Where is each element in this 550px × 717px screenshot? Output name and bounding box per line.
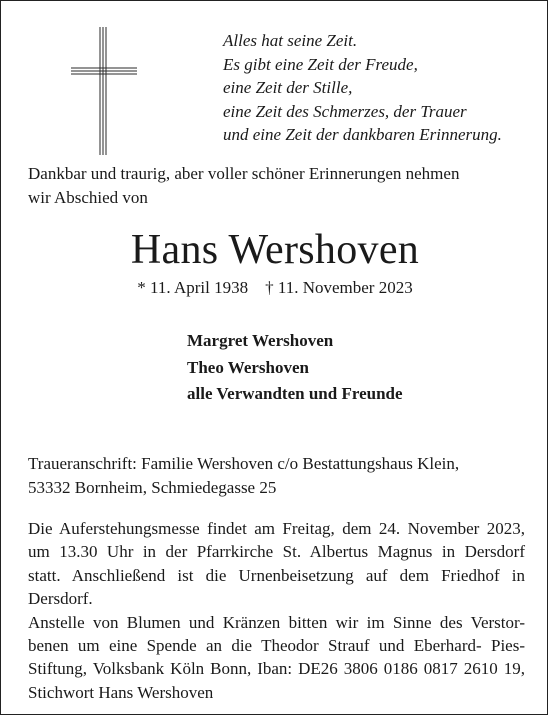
- mourner: alle Verwandten und Freunde: [187, 384, 403, 403]
- mourner: Theo Wershoven: [187, 357, 310, 377]
- verse: [223, 29, 502, 147]
- life-dates: * 11. April 1938 † 11. November 2023: [137, 278, 413, 297]
- verse-line: Es gibt eine Zeit der Freude,: [223, 54, 418, 74]
- donation-line: Stichwort Hans Wershoven: [28, 682, 214, 702]
- mourners-list: [187, 328, 403, 408]
- service-info: [28, 517, 525, 704]
- verse-line: Alles hat seine Zeit.: [223, 31, 358, 50]
- intro-text: [28, 162, 528, 209]
- address-line: Traueranschrift: Familie Wershoven c/o Bestattungshaus Klein,: [28, 454, 460, 473]
- intro-line: wir Abschied von: [28, 187, 148, 207]
- verse-line: und eine Zeit der dankbaren Erinnerung.: [223, 125, 502, 144]
- donation-line: Stiftung, Volksbank Köln Bonn, Iban: DE26 3806 0186 0817 2610 19,: [28, 659, 525, 679]
- service-line: Die Auferstehungsmesse findet am Freitag, dem 24. November 2023,: [28, 519, 525, 538]
- cross-icon: [71, 27, 137, 155]
- deceased-name: Hans Wershoven: [130, 227, 420, 273]
- verse-line: eine Zeit des Schmerzes, der Trauer: [223, 101, 467, 121]
- verse-line: eine Zeit der Stille,: [223, 78, 353, 97]
- donation-line: benen um eine Spende an die Theodor Strauf und Eberhard- Pies-: [28, 636, 525, 656]
- address-line: 53332 Bornheim, Schmiedegasse 25: [28, 477, 277, 497]
- mourning-address: [28, 452, 528, 499]
- intro-line: Dankbar und traurig, aber voller schöner Erinnerungen nehmen: [28, 164, 460, 183]
- service-line: statt. Anschließend ist die Urnenbeisetzung auf dem Friedhof in: [28, 565, 525, 585]
- service-line: Dersdorf.: [28, 589, 93, 609]
- service-line: um 13.30 Uhr in der Pfarrkirche St. Albertus Magnus in Dersdorf: [28, 542, 525, 562]
- mourner: Margret Wershoven: [187, 331, 334, 350]
- donation-line: Anstelle von Blumen und Kränzen bitten wir im Sinne des Verstor-: [28, 612, 525, 632]
